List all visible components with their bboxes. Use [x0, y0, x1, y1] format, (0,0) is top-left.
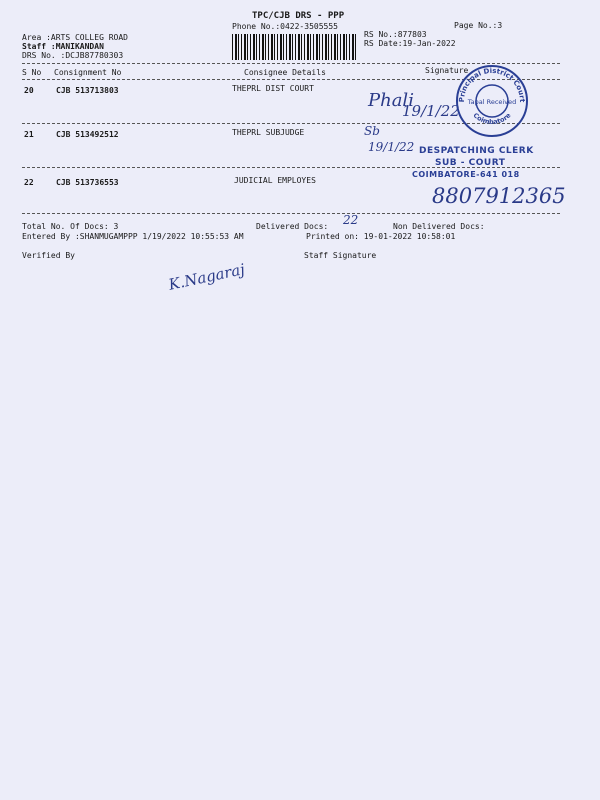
verifier-signature: K.Nagaraj: [166, 260, 247, 294]
rs-date: RS Date:19-Jan-2022: [364, 39, 456, 48]
tapal-received-stamp: [450, 64, 534, 138]
divider: [22, 213, 560, 214]
row-sno: 22: [24, 178, 34, 187]
phone-number: Phone No.:0422-3505555: [232, 22, 338, 31]
handwritten-delivered-count: 22: [343, 213, 359, 227]
row-sno: 21: [24, 130, 34, 139]
stamp-top-text: Principal District Court: [457, 66, 527, 103]
row-consignment: CJB 513492512: [56, 130, 119, 139]
barcode: [232, 34, 356, 60]
row-consignment: CJB 513736553: [56, 178, 119, 187]
row-sno: 20: [24, 86, 34, 95]
col-header-signature: Signature: [425, 66, 469, 75]
total-docs: Total No. Of Docs: 3: [22, 222, 119, 231]
col-header-consignment: Consignment No: [54, 68, 122, 77]
drs-number: DRS No. :DCJB87780303: [22, 51, 124, 60]
stamp-bottom-text: Coimbatore: [471, 111, 513, 127]
staff-field: Staff :MANIKANDAN: [22, 42, 104, 51]
clerk-stamp-line3: COIMBATORE-641 018: [412, 170, 520, 179]
verified-by-label: Verified By: [22, 251, 75, 260]
handwritten-phone: 8807912365: [432, 184, 566, 208]
non-delivered-docs-label: Non Delivered Docs:: [393, 222, 485, 231]
row-consignee: JUDICIAL EMPLOYES: [234, 176, 316, 185]
doc-title: TPC/CJB DRS - PPP: [252, 11, 345, 21]
col-header-sno: S No: [22, 68, 42, 77]
clerk-stamp-line1: DESPATCHING CLERK: [419, 146, 534, 156]
staff-signature-label: Staff Signature: [304, 251, 377, 260]
printed-on: Printed on: 19-01-2022 10:58:01: [306, 232, 456, 241]
row-consignee: THEPRL DIST COURT: [232, 84, 314, 93]
handwritten-signature-row20: Phali: [368, 90, 414, 111]
area-field: Area :ARTS COLLEG ROAD: [22, 33, 128, 42]
page-number: Page No.:3: [454, 21, 503, 30]
row-consignee: THEPRL SUBJUDGE: [232, 128, 305, 137]
delivered-docs-label: Delivered Docs:: [256, 222, 329, 231]
row-consignment: CJB 513713803: [56, 86, 119, 95]
clerk-stamp-line2: SUB - COURT: [435, 158, 506, 168]
stamp-center-text: Tapal Received: [467, 98, 517, 106]
handwritten-date-row21: 19/1/22: [368, 140, 415, 154]
handwritten-date-row20: 19/1/22: [402, 102, 460, 120]
rs-number: RS No.:877803: [364, 30, 427, 39]
handwritten-signature-row21: Sb: [364, 124, 380, 138]
entered-by: Entered By :SHANMUGAMPPP 1/19/2022 10:55:53 AM: [22, 232, 244, 241]
svg-text:Coimbatore: [472, 111, 513, 126]
col-header-consignee: Consignee Details: [244, 68, 326, 77]
